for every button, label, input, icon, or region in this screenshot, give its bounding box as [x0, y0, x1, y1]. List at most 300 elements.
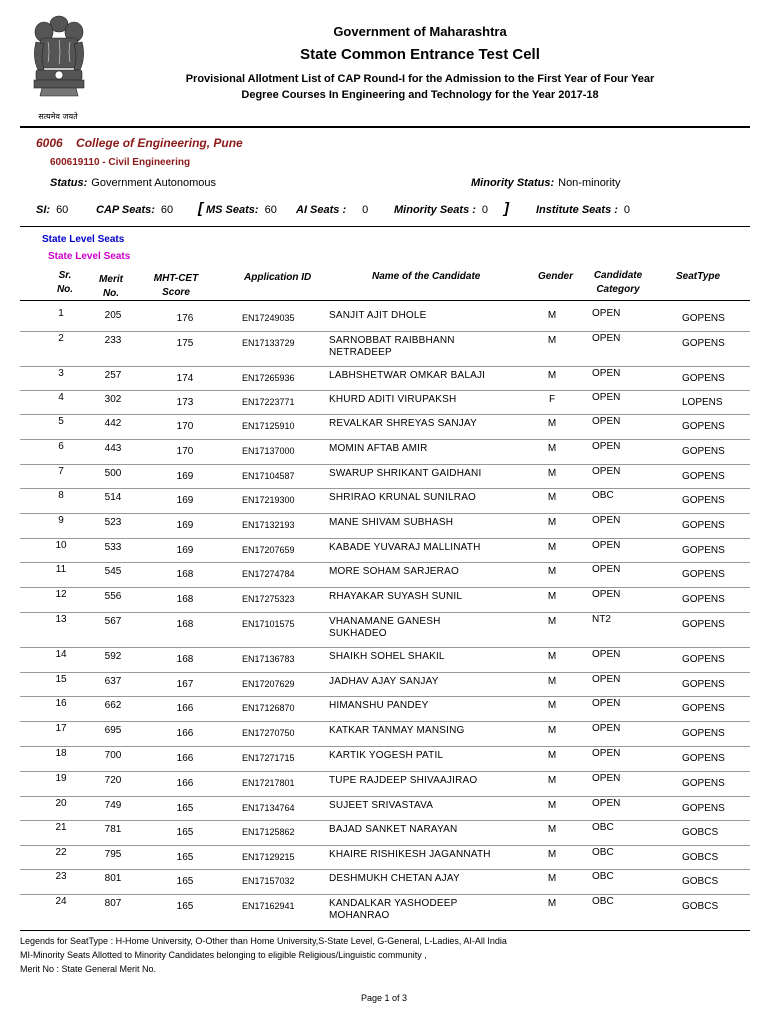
- candidate-name: [329, 517, 509, 529]
- ms-seats: [206, 204, 277, 216]
- serial-number: 14: [55, 649, 67, 660]
- gender: M: [547, 418, 557, 429]
- mhtcet-score: 174: [176, 373, 194, 384]
- gender: M: [547, 492, 557, 503]
- merit-number: 700: [104, 750, 122, 761]
- serial-number: 6: [58, 441, 64, 452]
- serial-number: 10: [55, 540, 67, 551]
- si-value: 60: [56, 204, 69, 216]
- seat-type: GOBCS: [682, 852, 719, 863]
- candidate-category: OPEN: [592, 589, 621, 600]
- candidate-category: OPEN: [592, 441, 621, 452]
- status-field: [50, 177, 216, 189]
- merit-number: 567: [104, 616, 122, 627]
- seat-type: GOPENS: [682, 495, 725, 506]
- mhtcet-score: 165: [176, 852, 194, 863]
- merit-number: 801: [104, 873, 122, 884]
- candidate-category: OPEN: [592, 540, 621, 551]
- gender: M: [547, 824, 557, 835]
- application-id: EN17265936: [242, 373, 295, 383]
- candidate-name: [329, 616, 509, 640]
- application-id: EN17271715: [242, 753, 295, 763]
- seat-type: GOPENS: [682, 313, 725, 324]
- candidate-name-line: SUJEET SRIVASTAVA: [329, 800, 434, 811]
- seat-type: GOPENS: [682, 471, 725, 482]
- candidate-name-line: KABADE YUVARAJ MALLINATH: [329, 542, 481, 553]
- candidate-category: OPEN: [592, 748, 621, 759]
- candidate-name: [329, 542, 509, 554]
- candidate-category: OPEN: [592, 368, 621, 379]
- ms-value: 60: [264, 204, 277, 216]
- candidate-category: OPEN: [592, 649, 621, 660]
- candidate-name-line: SHAIKH SOHEL SHAKIL: [329, 651, 445, 662]
- candidate-category: OBC: [592, 871, 614, 882]
- row-divider: [20, 366, 750, 367]
- candidate-name-line: MOMIN AFTAB AMIR: [329, 443, 428, 454]
- institute-seats-label: Institute Seats :: [536, 204, 618, 216]
- seat-type: GOPENS: [682, 654, 725, 665]
- candidate-name: [329, 676, 509, 688]
- cap-value: 60: [160, 204, 174, 216]
- serial-number: 2: [58, 333, 64, 344]
- row-divider: [20, 845, 750, 846]
- gender: M: [547, 468, 557, 479]
- seat-type: GOPENS: [682, 728, 725, 739]
- mhtcet-score: 169: [176, 495, 194, 506]
- application-id: EN17132193: [242, 520, 295, 530]
- state-emblem-logo: [28, 12, 90, 112]
- candidate-name-line: VHANAMANE GANESH: [329, 616, 441, 627]
- candidate-category: NT2: [592, 614, 611, 625]
- merit-number: 807: [104, 898, 122, 909]
- college-heading: [36, 136, 243, 150]
- seat-type: GOPENS: [682, 520, 725, 531]
- serial-number: 17: [55, 723, 67, 734]
- candidate-category: OPEN: [592, 723, 621, 734]
- row-divider: [20, 771, 750, 772]
- section-subtitle: State Level Seats: [48, 251, 131, 262]
- row-divider: [20, 513, 750, 514]
- emblem-motto: सत्यमेव जयते: [38, 112, 78, 121]
- serial-number: 8: [58, 490, 64, 501]
- merit-number: 514: [104, 492, 122, 503]
- row-divider: [20, 612, 750, 613]
- gender: M: [547, 800, 557, 811]
- application-id: EN17270750: [242, 728, 295, 738]
- mhtcet-score: 166: [176, 703, 194, 714]
- serial-number: 21: [55, 822, 67, 833]
- gender: M: [547, 566, 557, 577]
- ai-label: AI Seats :: [296, 204, 347, 216]
- candidate-name: [329, 418, 509, 430]
- mhtcet-score: 165: [176, 876, 194, 887]
- candidate-category: OPEN: [592, 308, 621, 319]
- serial-number: 4: [58, 392, 64, 403]
- candidate-name-line: SWARUP SHRIKANT GAIDHANI: [329, 468, 482, 479]
- serial-number: 24: [55, 896, 67, 907]
- merit-number: 662: [104, 700, 122, 711]
- candidate-name-line: BAJAD SANKET NARAYAN: [329, 824, 458, 835]
- row-divider: [20, 647, 750, 648]
- serial-number: 20: [55, 798, 67, 809]
- row-divider: [20, 439, 750, 440]
- seat-type: GOBCS: [682, 876, 719, 887]
- seat-type: GOPENS: [682, 373, 725, 384]
- institute-seats-value: 0: [623, 204, 631, 216]
- col-header-score-line1: MHT-CET: [153, 273, 199, 284]
- application-id: EN17207659: [242, 545, 295, 555]
- candidate-category: OBC: [592, 896, 614, 907]
- candidate-category: OBC: [592, 847, 614, 858]
- seat-type: GOBCS: [682, 901, 719, 912]
- candidate-name: [329, 591, 509, 603]
- government-title: Government of Maharashtra: [333, 24, 507, 39]
- minority-seats-value: 0: [481, 204, 489, 216]
- col-header-score-line2: Score: [162, 287, 190, 298]
- mhtcet-score: 168: [176, 594, 194, 605]
- section-title: State Level Seats: [42, 234, 125, 245]
- application-id: EN17249035: [242, 313, 295, 323]
- status-value: Government Autonomous: [91, 177, 217, 189]
- serial-number: 3: [58, 368, 64, 379]
- mhtcet-score: 173: [176, 397, 194, 408]
- candidate-name-line: TUPE RAJDEEP SHIVAAJIRAO: [329, 775, 478, 786]
- row-divider: [20, 894, 750, 895]
- mhtcet-score: 168: [176, 569, 194, 580]
- gender: M: [547, 517, 557, 528]
- candidate-name-line: SUKHADEO: [329, 628, 387, 639]
- row-divider: [20, 721, 750, 722]
- serial-number: 1: [58, 308, 64, 319]
- mhtcet-score: 165: [176, 901, 194, 912]
- col-header-application-id: Application ID: [244, 272, 312, 283]
- gender: M: [547, 676, 557, 687]
- candidate-category: OPEN: [592, 798, 621, 809]
- col-header-merit: [94, 273, 128, 301]
- mhtcet-score: 166: [176, 778, 194, 789]
- list-title-line2: Degree Courses In Engineering and Technology for the Year 2017-18: [241, 89, 599, 101]
- minority-status-value: Non-minority: [558, 177, 621, 189]
- merit-number: 533: [104, 542, 122, 553]
- candidate-category: OPEN: [592, 333, 621, 344]
- row-divider: [20, 331, 750, 332]
- candidate-category: OPEN: [592, 674, 621, 685]
- legend-minority: MI-Minority Seats Allotted to Minority Candidates belonging to eligible Religious/Linguistic community ,: [20, 950, 427, 960]
- col-header-sr-line2: No.: [56, 284, 74, 295]
- serial-number: 22: [55, 847, 67, 858]
- candidate-name: [329, 873, 509, 885]
- candidate-name: [329, 725, 509, 737]
- merit-number: 545: [104, 566, 122, 577]
- candidate-name-line: JADHAV AJAY SANJAY: [329, 676, 439, 687]
- gender: M: [547, 775, 557, 786]
- candidate-category: OPEN: [592, 466, 621, 477]
- gender: F: [548, 394, 556, 405]
- serial-number: 18: [55, 748, 67, 759]
- legend-seattype: Legends for SeatType : H-Home University, O-Other than Home University,S-State Level, G-General, L-Ladies, AI-All India: [20, 936, 507, 946]
- col-header-score: [148, 272, 204, 300]
- merit-number: 500: [104, 468, 122, 479]
- col-header-gender: Gender: [538, 271, 574, 282]
- mhtcet-score: 176: [176, 313, 194, 324]
- application-id: EN17217801: [242, 778, 295, 788]
- gender: M: [547, 849, 557, 860]
- table-header-divider: [20, 300, 750, 301]
- gender: M: [547, 700, 557, 711]
- merit-number: 523: [104, 517, 122, 528]
- application-id: EN17129215: [242, 852, 295, 862]
- application-id: EN17126870: [242, 703, 295, 713]
- cap-label: CAP Seats:: [96, 204, 155, 216]
- minority-seats-label: Minority Seats :: [394, 204, 476, 216]
- merit-number: 556: [104, 591, 122, 602]
- candidate-name: [329, 468, 509, 480]
- serial-number: 12: [55, 589, 67, 600]
- row-divider: [20, 869, 750, 870]
- candidate-name: [329, 443, 509, 455]
- candidate-category: OPEN: [592, 392, 621, 403]
- seat-type: GOPENS: [682, 421, 725, 432]
- merit-number: 637: [104, 676, 122, 687]
- col-header-merit-line2: No.: [102, 288, 120, 299]
- application-id: EN17274784: [242, 569, 295, 579]
- serial-number: 23: [55, 871, 67, 882]
- legend-merit: Merit No : State General Merit No.: [20, 964, 157, 974]
- seat-type: GOPENS: [682, 545, 725, 556]
- col-header-seattype: SeatType: [676, 271, 721, 282]
- course-heading: 600619110 - Civil Engineering: [50, 157, 191, 168]
- candidate-name: [329, 394, 509, 406]
- col-header-category-line2: Category: [596, 284, 640, 295]
- col-header-name: Name of the Candidate: [372, 271, 481, 282]
- gender: M: [547, 310, 557, 321]
- candidate-name-line: MANE SHIVAM SUBHASH: [329, 517, 454, 528]
- candidate-name: [329, 310, 509, 322]
- merit-number: 749: [104, 800, 122, 811]
- row-divider: [20, 464, 750, 465]
- candidate-name: [329, 849, 509, 861]
- candidate-name-line: MORE SOHAM SARJERAO: [329, 566, 459, 577]
- mhtcet-score: 167: [176, 679, 194, 690]
- gender: M: [547, 542, 557, 553]
- si-label: SI:: [36, 204, 51, 216]
- merit-number: 442: [104, 418, 122, 429]
- serial-number: 7: [58, 466, 64, 477]
- row-divider: [20, 796, 750, 797]
- mhtcet-score: 169: [176, 520, 194, 531]
- candidate-name: [329, 898, 509, 922]
- row-divider: [20, 538, 750, 539]
- gender: M: [547, 725, 557, 736]
- row-divider: [20, 390, 750, 391]
- serial-number: 16: [55, 698, 67, 709]
- application-id: EN17275323: [242, 594, 295, 604]
- minority-status-label: Minority Status:: [471, 177, 555, 189]
- merit-number: 795: [104, 849, 122, 860]
- candidate-name-line: KHAIRE RISHIKESH JAGANNATH: [329, 849, 491, 860]
- serial-number: 13: [55, 614, 67, 625]
- serial-number: 15: [55, 674, 67, 685]
- application-id: EN17133729: [242, 338, 295, 348]
- merit-number: 205: [104, 310, 122, 321]
- candidate-name-line: KARTIK YOGESH PATIL: [329, 750, 444, 761]
- gender: M: [547, 750, 557, 761]
- row-divider: [20, 488, 750, 489]
- candidate-name-line: SARNOBBAT RAIBBHANN: [329, 335, 455, 346]
- merit-number: 302: [104, 394, 122, 405]
- mhtcet-score: 165: [176, 827, 194, 838]
- row-divider: [20, 930, 750, 931]
- college-name: College of Engineering, Pune: [76, 136, 243, 150]
- candidate-name-line: KHURD ADITI VIRUPAKSH: [329, 394, 457, 405]
- mhtcet-score: 169: [176, 471, 194, 482]
- cap-seats: [96, 204, 173, 216]
- mhtcet-score: 165: [176, 803, 194, 814]
- candidate-name-line: KATKAR TANMAY MANSING: [329, 725, 465, 736]
- application-id: EN17104587: [242, 471, 295, 481]
- candidate-category: OBC: [592, 490, 614, 501]
- si-seats: [36, 204, 68, 216]
- candidate-category: OPEN: [592, 515, 621, 526]
- candidate-category: OPEN: [592, 773, 621, 784]
- row-divider: [20, 414, 750, 415]
- candidate-category: OPEN: [592, 564, 621, 575]
- merit-number: 781: [104, 824, 122, 835]
- candidate-name: [329, 750, 509, 762]
- seat-type: GOPENS: [682, 594, 725, 605]
- merit-number: 695: [104, 725, 122, 736]
- candidate-name-line: SHRIRAO KRUNAL SUNILRAO: [329, 492, 477, 503]
- col-header-category-line1: Candidate: [593, 270, 643, 281]
- seat-type: GOPENS: [682, 679, 725, 690]
- cell-title: State Common Entrance Test Cell: [300, 46, 540, 63]
- mhtcet-score: 166: [176, 753, 194, 764]
- merit-number: 720: [104, 775, 122, 786]
- gender: M: [547, 335, 557, 346]
- candidate-category: OBC: [592, 822, 614, 833]
- candidate-name-line: DESHMUKH CHETAN AJAY: [329, 873, 460, 884]
- merit-number: 233: [104, 335, 122, 346]
- candidate-name: [329, 800, 509, 812]
- institute-seats: [536, 204, 630, 216]
- merit-number: 257: [104, 370, 122, 381]
- row-divider: [20, 746, 750, 747]
- application-id: EN17162941: [242, 901, 295, 911]
- application-id: EN17137000: [242, 446, 295, 456]
- close-bracket: ]: [504, 200, 509, 217]
- application-id: EN17125862: [242, 827, 295, 837]
- candidate-category: OPEN: [592, 698, 621, 709]
- candidate-name-line: RHAYAKAR SUYASH SUNIL: [329, 591, 463, 602]
- candidate-name-line: HIMANSHU PANDEY: [329, 700, 429, 711]
- mhtcet-score: 168: [176, 619, 194, 630]
- minority-status-field: [471, 177, 620, 189]
- list-title-line1: Provisional Allotment List of CAP Round-I for the Admission to the First Year of Four Year: [185, 73, 655, 85]
- row-divider: [20, 672, 750, 673]
- seat-type: GOPENS: [682, 753, 725, 764]
- application-id: EN17134764: [242, 803, 295, 813]
- mhtcet-score: 168: [176, 654, 194, 665]
- seat-type: GOPENS: [682, 803, 725, 814]
- seat-type: GOPENS: [682, 619, 725, 630]
- application-id: EN17219300: [242, 495, 295, 505]
- seat-type: GOPENS: [682, 569, 725, 580]
- col-header-sr-line1: Sr.: [58, 270, 72, 281]
- row-divider: [20, 562, 750, 563]
- header-divider: [20, 126, 750, 128]
- col-header-merit-line1: Merit: [99, 274, 123, 285]
- ms-label: MS Seats:: [206, 204, 259, 216]
- gender: M: [547, 616, 557, 627]
- status-label: Status:: [50, 177, 88, 189]
- candidate-name: [329, 370, 509, 382]
- serial-number: 5: [58, 416, 64, 427]
- serial-number: 9: [58, 515, 64, 526]
- seat-type: GOBCS: [682, 827, 719, 838]
- application-id: EN17125910: [242, 421, 295, 431]
- ai-seats: [296, 204, 368, 216]
- merit-number: 443: [104, 443, 122, 454]
- seat-type: GOPENS: [682, 338, 725, 349]
- application-id: EN17223771: [242, 397, 295, 407]
- gender: M: [547, 873, 557, 884]
- seat-type: GOPENS: [682, 703, 725, 714]
- candidate-name-line: REVALKAR SHREYAS SANJAY: [329, 418, 477, 429]
- mhtcet-score: 170: [176, 446, 194, 457]
- col-header-sr: [50, 269, 80, 297]
- candidate-name-line: LABHSHETWAR OMKAR BALAJI: [329, 370, 486, 381]
- gender: M: [547, 370, 557, 381]
- college-code: 6006: [36, 136, 63, 150]
- seat-type: LOPENS: [682, 397, 723, 408]
- application-id: EN17136783: [242, 654, 295, 664]
- gender: M: [547, 591, 557, 602]
- gender: M: [547, 898, 557, 909]
- seats-divider: [20, 226, 750, 227]
- candidate-name-line: MOHANRAO: [329, 910, 390, 921]
- candidate-name-line: NETRADEEP: [329, 347, 392, 358]
- candidate-name: [329, 335, 509, 359]
- ai-value: 0: [362, 204, 369, 216]
- gender: M: [547, 651, 557, 662]
- candidate-category: OPEN: [592, 416, 621, 427]
- candidate-name: [329, 651, 509, 663]
- mhtcet-score: 169: [176, 545, 194, 556]
- mhtcet-score: 175: [176, 338, 194, 349]
- serial-number: 19: [55, 773, 67, 784]
- mhtcet-score: 170: [176, 421, 194, 432]
- seat-type: GOPENS: [682, 446, 725, 457]
- application-id: EN17157032: [242, 876, 295, 886]
- serial-number: 11: [55, 564, 67, 575]
- candidate-name: [329, 824, 509, 836]
- candidate-name-line: KANDALKAR YASHODEEP: [329, 898, 458, 909]
- merit-number: 592: [104, 651, 122, 662]
- candidate-name-line: SANJIT AJIT DHOLE: [329, 310, 427, 321]
- seat-type: GOPENS: [682, 778, 725, 789]
- candidate-name: [329, 700, 509, 712]
- candidate-name: [329, 566, 509, 578]
- col-header-category: [588, 269, 648, 297]
- gender: M: [547, 443, 557, 454]
- application-id: EN17207629: [242, 679, 295, 689]
- candidate-name: [329, 492, 509, 504]
- candidate-name: [329, 775, 509, 787]
- open-bracket: [: [198, 200, 203, 217]
- page-number: Page 1 of 3: [360, 993, 408, 1003]
- application-id: EN17101575: [242, 619, 295, 629]
- mhtcet-score: 166: [176, 728, 194, 739]
